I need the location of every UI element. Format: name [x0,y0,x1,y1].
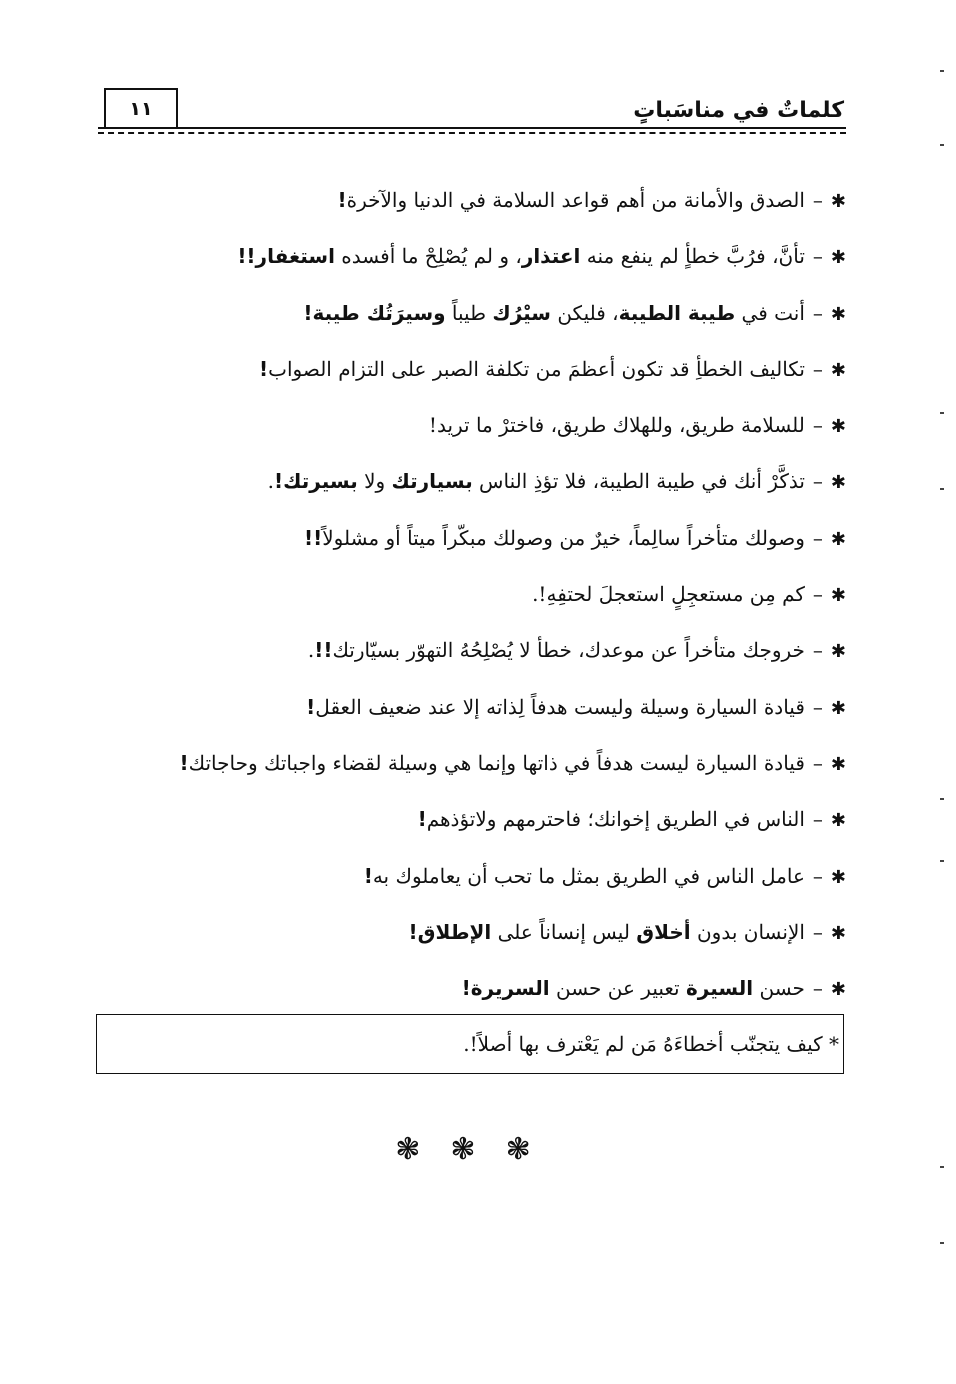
note-marker: * [829,1032,839,1056]
line-text: تعبير عن حسن [549,976,686,1001]
line-text: الناس في الطريق إخوانك؛ فاحترمهم ولاتؤذهم [426,807,805,832]
bullet-dash: – [812,525,823,550]
header-rule [98,127,846,129]
aphorism-line [100,397,846,453]
bullet-star-icon: ✱ [830,585,846,607]
bullet-star-icon: ✱ [830,359,846,381]
aphorism-line [100,228,846,284]
flower-ornament-icon: ❃ [395,1132,451,1167]
bullet-star-icon: ✱ [830,303,846,325]
bullet-dash: – [812,750,823,775]
emphasized-text: أخلاق [636,919,691,944]
page-header [98,88,846,142]
line-text: . [267,469,274,494]
emphasized-text: ! [337,188,347,212]
aphorism-line [100,566,846,622]
bullet-star-icon: ✱ [830,753,846,775]
line-text: خروجك متأخراً عن موعدك، خطأ لا يُصْلِحُهُ التهوّر بسيّارتك [332,638,805,663]
emphasized-text: الإطلاق! [408,919,492,944]
bullet-star-icon: ✱ [830,922,846,944]
emphasized-text: !! [314,638,333,663]
aphorism-list [100,172,846,1016]
bullet-dash: – [812,976,823,1001]
bullet-dash: – [812,469,823,494]
margin-mark [940,798,944,800]
margin-mark [940,1166,944,1168]
aphorism-line [100,285,846,341]
bullet-dash: – [812,694,823,719]
aphorism-line [100,848,846,904]
book-title: كلماتٌ في مناسَباتٍ [633,98,844,123]
bullet-star-icon: ✱ [830,866,846,888]
aphorism-line [100,904,846,960]
margin-mark [940,412,944,414]
emphasized-text: اعتذار [521,244,581,269]
aphorism-line [100,622,846,678]
emphasized-text: استغفار!! [237,244,335,269]
bullet-star-icon: ✱ [830,528,846,550]
line-text: للسلامة طريق، وللهلاك طريق، فاخترْ ما تريد! [428,413,805,438]
line-text: أنت في [735,300,805,325]
line-text: طيباً [445,300,493,325]
line-text: كم مِن مستعجِلٍ استعجلَ لحتفِهِ!. [532,582,805,607]
section-ornaments [378,1132,578,1167]
bullet-dash: – [812,919,823,944]
bullet-dash: – [812,413,823,438]
margin-mark [940,1242,944,1244]
line-text: تذكَّرْ أنك في طيبة الطيبة، فلا تؤذِ الناس [472,469,805,494]
line-text: قيادة السيارة وسيلة وليست هدفاً لِذاته إلا عند ضعيف العقل [315,694,805,719]
emphasized-text: ! [259,356,269,381]
bullet-dash: – [812,244,823,269]
line-text: . [307,638,315,663]
aphorism-line [100,341,846,397]
line-text: ليس إنساناً على [491,919,637,944]
flower-ornament-icon: ❃ [450,1132,506,1167]
emphasized-text: ! [306,694,316,719]
line-text: ، فليكن [550,300,619,325]
page-number: ١١ [104,88,178,128]
line-text: ولا [357,469,392,494]
bullet-dash: – [812,356,823,381]
note-text: كيف يتجنّب أخطاءَهُ مَن لم يَعْترف بها أصلاً!. [463,1032,823,1056]
bullet-star-icon: ✱ [830,416,846,438]
margin-mark [940,860,944,862]
bullet-dash: – [812,582,823,607]
aphorism-line [100,679,846,735]
bullet-dash: – [812,807,823,832]
bullet-dash: – [812,188,823,212]
aphorism-line [100,172,846,228]
flower-ornament-icon: ❃ [505,1132,561,1167]
emphasized-text: وسيرَتُك طيبة! [303,300,446,325]
emphasized-text: ! [179,750,189,775]
margin-mark [940,488,944,490]
line-text: تكاليف الخطأِ قد تكون أعظمَ من تكلفة الصبر على التزام الصواب [268,356,805,381]
aphorism-line [100,453,846,509]
bullet-dash: – [812,638,823,663]
emphasized-text: !! [303,525,323,550]
line-text: تأنَّ، فرُبَّ خطأٍ لم ينفع منه [580,244,805,269]
line-text: الإنسان بدون [690,919,805,944]
line-text: عامل الناس في الطريق بمثل ما تحب أن يعاملوك به [372,863,805,888]
boxed-note [96,1014,844,1074]
emphasized-text: بسيرتك! [274,469,358,494]
bullet-dash: – [812,300,823,325]
aphorism-line [100,791,846,847]
margin-mark [940,144,944,146]
emphasized-text: طيبة الطيبة [618,300,736,325]
bullet-star-icon: ✱ [830,247,846,269]
line-text: حسن [753,976,805,1001]
bullet-star-icon: ✱ [830,191,846,212]
bullet-star-icon: ✱ [830,472,846,494]
emphasized-text: سيْرُك [492,300,551,325]
margin-mark [940,70,944,72]
line-text: الصدق والأمانة من أهم قواعد السلامة في الدنيا والآخرة [346,188,805,212]
bullet-dash: – [812,863,823,888]
line-text: قيادة السيارة ليست هدفاً في ذاتها وإنما هي وسيلة لقضاء واجباتك وحاجاتك [188,750,805,775]
bullet-star-icon: ✱ [830,641,846,663]
aphorism-line [100,735,846,791]
emphasized-text: بسيارتك [391,469,473,494]
line-text: ، و لم يُصْلِحْ ما أفسده [334,244,522,269]
header-dashed-rule [98,132,846,134]
line-text: وصولك متأخراً سالِماً، خيرٌ من وصولك مبكّراً ميتاً أو مشلولاً [322,525,805,550]
aphorism-line [100,510,846,566]
emphasized-text: السيرة [685,976,754,1001]
emphasized-text: السريرة! [461,976,550,1001]
aphorism-line [100,960,846,1016]
emphasized-text: ! [363,863,373,888]
bullet-star-icon: ✱ [830,979,846,1001]
emphasized-text: ! [417,807,427,832]
bullet-star-icon: ✱ [830,810,846,832]
bullet-star-icon: ✱ [830,697,846,719]
